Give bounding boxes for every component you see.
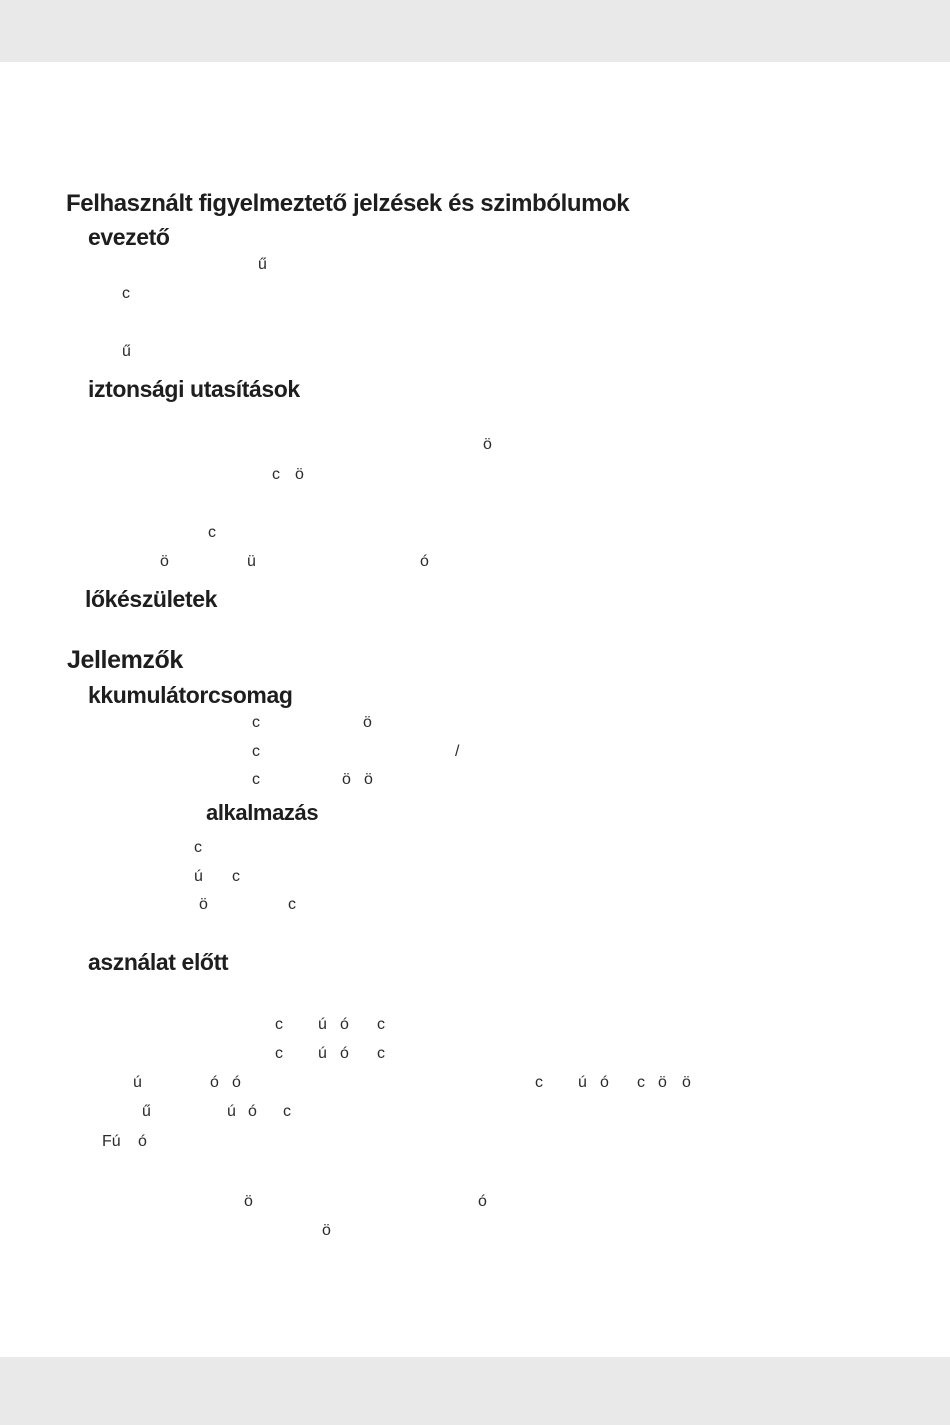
stray-char: ó xyxy=(248,1103,257,1120)
stray-char: ú xyxy=(578,1074,587,1091)
section-title-warning-symbols: Felhasznált figyelmeztető jelzések és szimbólumok xyxy=(66,190,630,217)
stray-char: ö xyxy=(160,553,169,570)
stray-char: ú xyxy=(133,1074,142,1091)
stray-char: c xyxy=(122,285,130,302)
stray-char: ú xyxy=(318,1016,327,1033)
stray-char: ö xyxy=(364,771,373,788)
stray-char: ó xyxy=(420,553,429,570)
stray-char: c xyxy=(272,466,280,483)
stray-char: c xyxy=(275,1016,283,1033)
stray-char: c xyxy=(535,1074,543,1091)
stray-char: ö xyxy=(363,714,372,731)
section-title-features: Jellemzők xyxy=(67,646,183,674)
stray-char: c xyxy=(275,1045,283,1062)
header-band xyxy=(0,0,950,62)
stray-char: ú xyxy=(194,868,203,885)
stray-char: c xyxy=(208,524,216,541)
stray-char: ü xyxy=(247,553,256,570)
stray-char: Fú xyxy=(102,1133,121,1150)
stray-char: ű xyxy=(258,256,267,273)
stray-char: ö xyxy=(342,771,351,788)
stray-char: c xyxy=(232,868,240,885)
subsection-title-battery-pack: kkumulátorcsomag xyxy=(88,682,293,708)
stray-char: ú xyxy=(318,1045,327,1062)
stray-char: c xyxy=(194,839,202,856)
stray-char: ó xyxy=(340,1045,349,1062)
subsection-title-introduction: evezető xyxy=(88,224,170,250)
stray-char: ö xyxy=(322,1222,331,1239)
stray-char: ö xyxy=(658,1074,667,1091)
stray-char: ö xyxy=(199,896,208,913)
stray-char: ű xyxy=(122,343,131,360)
subsection-title-application: alkalmazás xyxy=(206,800,319,825)
stray-char: ö xyxy=(244,1193,253,1210)
stray-char: ó xyxy=(600,1074,609,1091)
stray-char: / xyxy=(455,743,460,760)
stray-char: ú xyxy=(227,1103,236,1120)
stray-char: ö xyxy=(682,1074,691,1091)
stray-char: ö xyxy=(295,466,304,483)
stray-char: c xyxy=(637,1074,645,1091)
stray-char: ö xyxy=(483,436,492,453)
stray-char: ó xyxy=(138,1133,147,1150)
stray-char: c xyxy=(377,1016,385,1033)
stray-char: c xyxy=(288,896,296,913)
stray-char: c xyxy=(252,714,260,731)
subsection-title-safety-instructions: iztonsági utasítások xyxy=(88,376,300,402)
subsection-title-preparations: lőkészületek xyxy=(85,586,217,612)
stray-char: ó xyxy=(478,1193,487,1210)
stray-char: ó xyxy=(210,1074,219,1091)
stray-char: ó xyxy=(340,1016,349,1033)
footer-band xyxy=(0,1357,950,1425)
stray-char: ű xyxy=(142,1103,151,1120)
stray-char: c xyxy=(283,1103,291,1120)
stray-char: ó xyxy=(232,1074,241,1091)
stray-char: c xyxy=(252,743,260,760)
stray-char: c xyxy=(252,771,260,788)
stray-char: c xyxy=(377,1045,385,1062)
subsection-title-before-use: asználat előtt xyxy=(88,949,229,975)
